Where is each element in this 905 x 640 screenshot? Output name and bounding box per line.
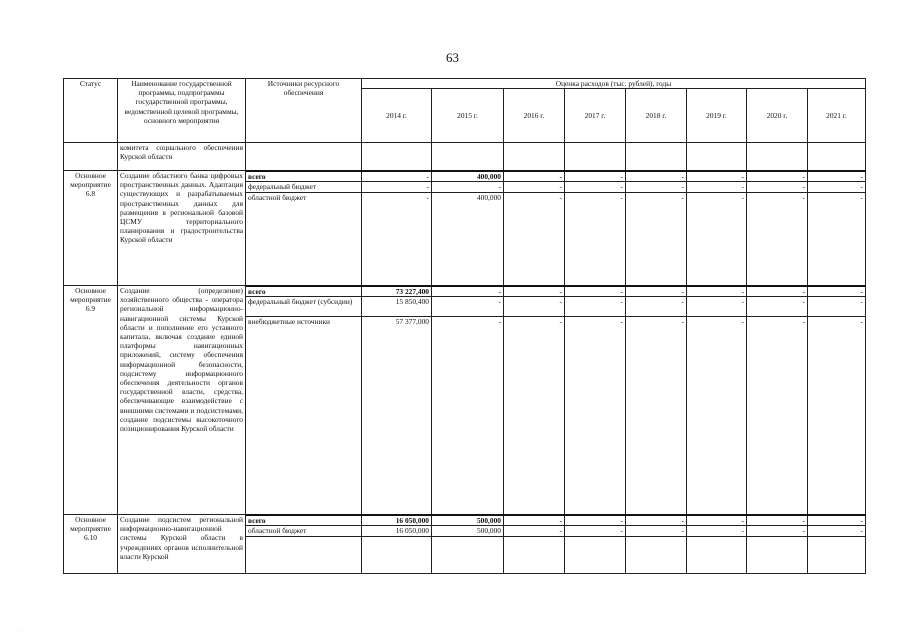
value-cell: - (808, 515, 866, 526)
value-cell: 16 050,000 (362, 515, 432, 526)
value-cell: - (747, 182, 808, 193)
value-cell: - (626, 317, 687, 515)
value-cell: - (687, 515, 747, 526)
value-cell: - (747, 526, 808, 537)
value-cell: - (504, 317, 565, 515)
value-cell: - (626, 515, 687, 526)
header-estimate: Оценка расходов (тыс. рублей), годы (362, 79, 866, 89)
year-2019: 2019 г. (687, 89, 747, 143)
source-cell: всего (246, 171, 362, 182)
value-cell: - (504, 171, 565, 182)
year-2014: 2014 г. (362, 89, 432, 143)
value-cell: - (565, 286, 626, 297)
source-cell: федеральный бюджет (246, 182, 362, 193)
continuation-row (64, 143, 866, 171)
year-2016: 2016 г. (504, 89, 565, 143)
source-cell: всего (246, 515, 362, 526)
value-cell: - (747, 193, 808, 286)
value-cell: - (808, 182, 866, 193)
header-status: Статус (64, 79, 118, 143)
value-cell: - (808, 317, 866, 515)
value-cell: - (626, 193, 687, 286)
year-2017: 2017 г. (565, 89, 626, 143)
value-cell: - (565, 526, 626, 537)
value-cell: - (626, 286, 687, 297)
value-cell: - (747, 286, 808, 297)
value-cell: - (687, 526, 747, 537)
value-cell: - (808, 297, 866, 317)
source-cell: всего (246, 286, 362, 297)
value-cell: - (747, 515, 808, 526)
value-cell: - (626, 182, 687, 193)
value-cell: - (808, 171, 866, 182)
value-cell: - (504, 193, 565, 286)
value-cell: - (626, 526, 687, 537)
value-cell: - (432, 297, 504, 317)
value-cell: - (362, 171, 432, 182)
value-cell: - (362, 193, 432, 286)
continuation-name: комитета социального обеспечения Курской области (118, 143, 246, 171)
source-cell: областной бюджет (246, 193, 362, 286)
activity-name: Создание областного банка цифровых пространственных данных. Адаптация существующих и разрабатываемых пространственных данных для размещения в региональной базовой ЦСМУ территориального планирования и градостроительства Курской области (118, 171, 246, 286)
value-cell: - (626, 297, 687, 317)
header-row (64, 79, 866, 89)
source-cell: федеральный бюджет (субсидии) (246, 297, 362, 317)
value-cell: 57 377,000 (362, 317, 432, 515)
value-cell: - (432, 286, 504, 297)
value-cell: - (504, 526, 565, 537)
continuation-source (246, 143, 362, 171)
value-cell: - (687, 286, 747, 297)
year-2018: 2018 г. (626, 89, 687, 143)
value-cell: - (687, 182, 747, 193)
header-name: Наименование государственной программы, подпрограммы государственной программы, ведомственной целевой программы, основного мероприятия (118, 79, 246, 143)
page-number: 63 (446, 50, 459, 65)
value-cell: - (432, 317, 504, 515)
activity-status: Основное мероприятие 6.10 (64, 515, 118, 574)
table-row (64, 286, 866, 297)
scan-mark: · (18, 628, 20, 634)
budget-table (63, 78, 866, 574)
source-cell: внебюджетные источники (246, 317, 362, 515)
value-cell: - (504, 286, 565, 297)
continuation-status (64, 143, 118, 171)
value-cell: 400,000 (432, 193, 504, 286)
table-row (64, 515, 866, 526)
value-cell: - (504, 515, 565, 526)
value-cell: 73 227,400 (362, 286, 432, 297)
value-cell: - (687, 171, 747, 182)
source-cell (246, 537, 362, 574)
value-cell: - (808, 193, 866, 286)
value-cell: 500,000 (432, 515, 504, 526)
value-cell: - (504, 182, 565, 193)
value-cell: 16 050,000 (362, 526, 432, 537)
year-2021: 2021 г. (808, 89, 866, 143)
value-cell: - (565, 171, 626, 182)
value-cell: - (687, 297, 747, 317)
activity-status: Основное мероприятие 6.9 (64, 286, 118, 515)
source-cell: областной бюджет (246, 526, 362, 537)
value-cell: - (565, 297, 626, 317)
value-cell: - (747, 317, 808, 515)
value-cell: - (747, 171, 808, 182)
value-cell: - (565, 515, 626, 526)
value-cell: - (362, 182, 432, 193)
activity-name: Создание (определение) хозяйственного общества - оператора региональной информационно-навигационной системы Курской области и пополнение его уставного капитала, включая создание единой платформы навигационных приложений, систему обеспечения информационной безопасности, подсистему информационного обеспечения деятельности органов государственной власти, средства, обеспечивающие взаимодействие с внешними системами и подсистемами, создание подсистемы высокоточного позиционирования Курской области (118, 286, 246, 515)
activity-status: Основное мероприятие 6.8 (64, 171, 118, 286)
value-cell: 400,000 (432, 171, 504, 182)
header-source: Источники ресурсного обеспечения (246, 79, 362, 143)
value-cell: - (565, 317, 626, 515)
value-cell: - (565, 193, 626, 286)
value-cell: - (504, 297, 565, 317)
value-cell: - (687, 193, 747, 286)
value-cell: 500,000 (432, 526, 504, 537)
value-cell: - (808, 286, 866, 297)
value-cell: 15 850,400 (362, 297, 432, 317)
value-cell: - (808, 526, 866, 537)
year-2015: 2015 г. (432, 89, 504, 143)
value-cell: - (626, 171, 687, 182)
value-cell: - (687, 317, 747, 515)
value-cell: - (432, 182, 504, 193)
activity-name: Создание подсистем региональной информационно-навигационной системы Курской области в учреждениях органов исполнительной власти Курской (118, 515, 246, 574)
table-row (64, 171, 866, 182)
year-2020: 2020 г. (747, 89, 808, 143)
value-cell: - (747, 297, 808, 317)
value-cell: - (565, 182, 626, 193)
